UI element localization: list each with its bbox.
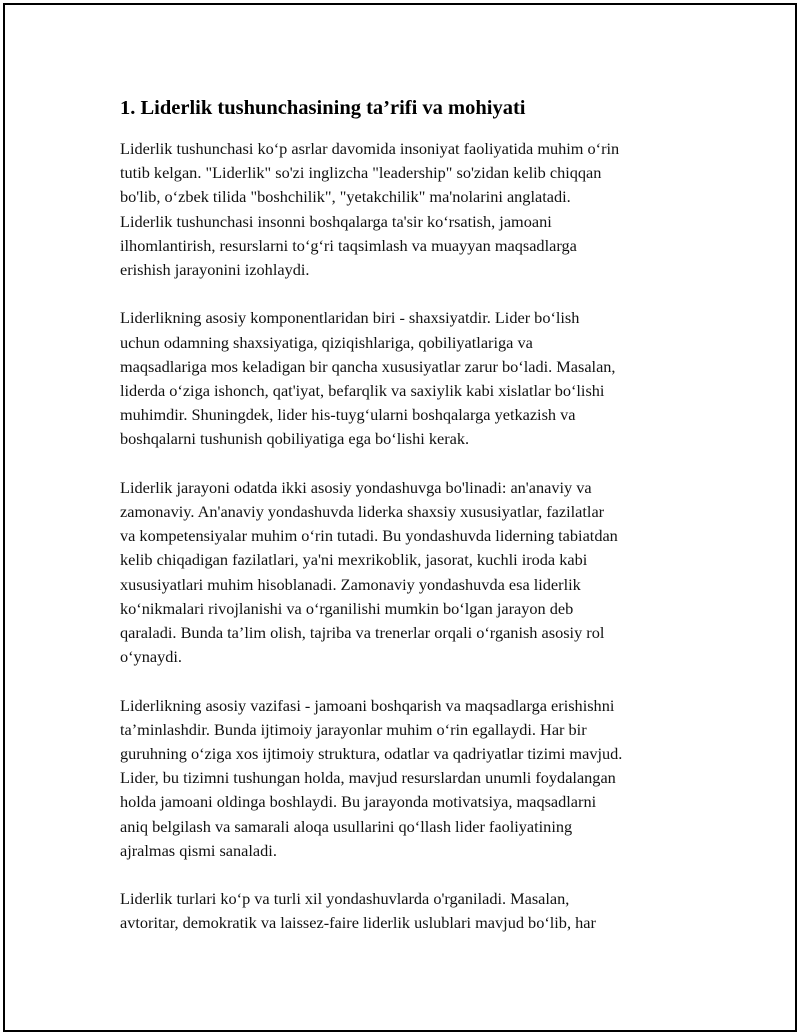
text-line: aniq belgilash va samarali aloqa usullarini qo‘llash lider faoliyatining (120, 816, 573, 836)
text-line: muhimdir. Shuningdek, lider his-tuyg‘ularni boshqalarga yetkazish va (120, 405, 576, 425)
text-line: ta’minlashdir. Bunda ijtimoiy jarayonlar muhim o‘rin egallaydi. Har bir (120, 719, 587, 739)
text-line: Lider, bu tizimni tushungan holda, mavjud resurslardan unumli foydalangan (120, 768, 616, 788)
text-line: qaraladi. Bunda ta’lim olish, tajriba va trenerlar orqali o‘rganish asosiy rol (120, 623, 605, 643)
text-line: uchun odamning shaxsiyatiga, qiziqishlariga, qobiliyatlariga va (120, 332, 533, 352)
text-line: Liderlik tushunchasi ko‘p asrlar davomida insoniyat faoliyatida muhim o‘rin (120, 139, 620, 158)
text-line: kelib chiqadigan fazilatlari, ya'ni mexrikoblik, jasorat, kuchli iroda kabi (120, 550, 588, 570)
text-line: xususiyatlari muhim hisoblanadi. Zamonaviy yondashuvda esa liderlik (120, 574, 581, 594)
text-line: ko‘nikmalari rivojlanishi va o‘rganilishi mumkin bo‘lgan jarayon deb (120, 598, 574, 618)
document-body (120, 95, 680, 960)
paragraph (120, 887, 680, 935)
text-line: avtoritar, demokratik va laissez-faire liderlik uslublari mavjud bo‘lib, har (120, 913, 596, 933)
text-line: guruhning o‘ziga xos ijtimoiy struktura, odatlar va qadriyatlar tizimi mavjud. (120, 744, 623, 764)
document-page (3, 3, 797, 1032)
text-line: Liderlik turlari ko‘p va turli xil yondashuvlarda o'rganiladi. Masalan, (120, 889, 570, 909)
paragraph (120, 306, 680, 451)
text-line: Liderlikning asosiy komponentlaridan biri - shaxsiyatdir. Lider bo‘lish (120, 308, 580, 328)
text-line: liderda o‘ziga ishonch, qat'iyat, befarqlik va saxiylik kabi xislatlar bo‘lishi (120, 381, 605, 401)
text-line: holda jamoani oldinga boshlaydi. Bu jarayonda motivatsiya, maqsadlarni (120, 792, 597, 812)
paragraph (120, 137, 680, 282)
text-line: bo'lib, o‘zbek tilida "boshchilik", "yetakchilik" ma'nolarini anglatadi. (120, 187, 571, 207)
text-line: zamonaviy. An'anaviy yondashuvda liderka shaxsiy xususiyatlar, fazilatlar (120, 502, 605, 522)
text-line: boshqalarni tushunish qobiliyatiga ega bo‘lishi kerak. (120, 429, 470, 449)
text-line: tutib kelgan. "Liderlik" so'zi inglizcha "leadership" so'zidan kelib chiqqan (120, 163, 602, 183)
text-line: va kompetensiyalar muhim o‘rin tutadi. Bu yondashuvda liderning tabiatdan (120, 526, 618, 546)
section-title: 1. Liderlik tushunchasining ta’rifi va mohiyati (120, 97, 526, 119)
text-line: Liderlik tushunchasi insonni boshqalarga ta'sir ko‘rsatish, jamoani (120, 211, 552, 231)
text-line: Liderlik jarayoni odatda ikki asosiy yondashuvga bo'linadi: an'anaviy va (120, 477, 592, 497)
paragraph (120, 476, 680, 670)
text-line: ajralmas qismi sanaladi. (120, 840, 277, 860)
text-line: erishish jarayonini izohlaydi. (120, 260, 310, 280)
text-line: ilhomlantirish, resurslarni to‘g‘ri taqsimlash va muayyan maqsadlarga (120, 235, 577, 255)
text-line: o‘ynaydi. (120, 647, 182, 667)
paragraph (120, 694, 680, 863)
text-line: maqsadlariga mos keladigan bir qancha xususiyatlar zarur bo‘ladi. Masalan, (120, 356, 616, 376)
text-line: Liderlikning asosiy vazifasi - jamoani boshqarish va maqsadlarga erishishni (120, 695, 615, 715)
